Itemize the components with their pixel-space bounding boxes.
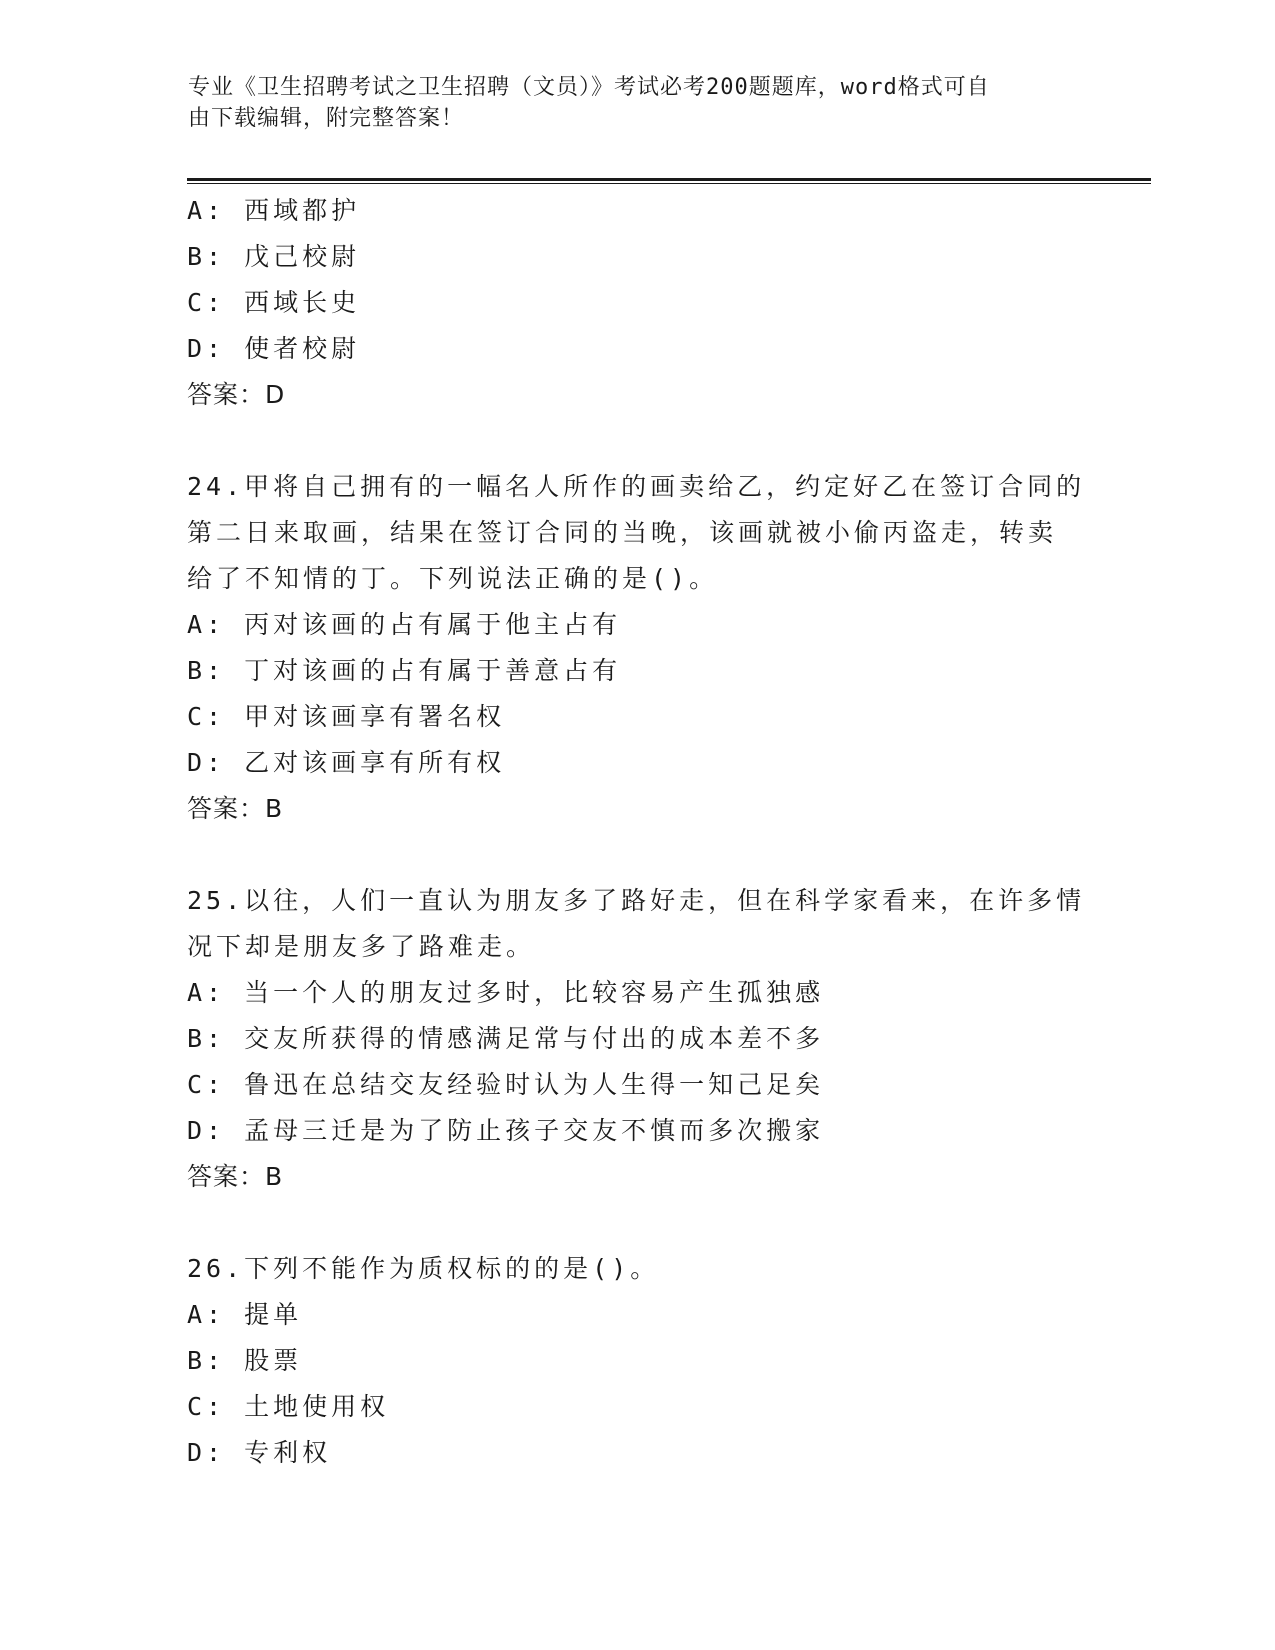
option-c: C: 鲁迅在总结交友经验时认为人生得一知己足矣	[187, 1070, 825, 1099]
header-divider-thick	[187, 178, 1151, 181]
question-25	[187, 878, 1087, 1200]
option-b: B: 交友所获得的情感满足常与付出的成本差不多	[187, 1024, 825, 1053]
option-d: D: 孟母三迁是为了防止孩子交友不慎而多次搬家	[187, 1116, 825, 1145]
question-stem-line: 25.以往，人们一直认为朋友多了路好走，但在科学家看来，在许多情	[187, 886, 1086, 915]
question-stem-line: 24.甲将自己拥有的一幅名人所作的画卖给乙，约定好乙在签订合同的	[187, 472, 1086, 501]
answer-label: 答案：B	[187, 1162, 284, 1191]
header-line-1: 专业《卫生招聘考试之卫生招聘（文员）》考试必考200题题库，word格式可自	[188, 75, 990, 100]
option-a: A: 西域都护	[187, 196, 361, 225]
option-b: B: 丁对该画的占有属于善意占有	[187, 656, 622, 685]
question-26	[187, 1246, 1087, 1476]
option-b: B: 股票	[187, 1346, 303, 1375]
option-d: D: 专利权	[187, 1438, 332, 1467]
question-list	[187, 188, 1087, 1476]
question-24	[187, 464, 1087, 832]
question-stem-line: 给了不知情的丁。下列说法正确的是()。	[187, 564, 719, 593]
answer-label: 答案：D	[187, 380, 286, 409]
option-a: A: 当一个人的朋友过多时，比较容易产生孤独感	[187, 978, 825, 1007]
question-spacer	[187, 832, 1087, 878]
question-spacer	[187, 1200, 1087, 1246]
answer-label: 答案：B	[187, 794, 284, 823]
header-divider-thin	[187, 183, 1151, 184]
option-d: D: 使者校尉	[187, 334, 361, 363]
option-c: C: 甲对该画享有署名权	[187, 702, 506, 731]
question-23	[187, 188, 1087, 418]
header-line-2: 由下载编辑，附完整答案！	[188, 106, 465, 131]
option-c: C: 西域长史	[187, 288, 361, 317]
question-stem-line: 第二日来取画，结果在签订合同的当晚，该画就被小偷丙盗走，转卖	[187, 518, 1058, 547]
document-header	[188, 72, 1068, 134]
question-stem-line: 26.下列不能作为质权标的的是()。	[187, 1254, 660, 1283]
option-a: A: 提单	[187, 1300, 303, 1329]
option-d: D: 乙对该画享有所有权	[187, 748, 506, 777]
question-stem-line: 况下却是朋友多了路难走。	[187, 932, 536, 961]
question-spacer	[187, 418, 1087, 464]
option-c: C: 土地使用权	[187, 1392, 390, 1421]
option-b: B: 戊己校尉	[187, 242, 361, 271]
option-a: A: 丙对该画的占有属于他主占有	[187, 610, 622, 639]
